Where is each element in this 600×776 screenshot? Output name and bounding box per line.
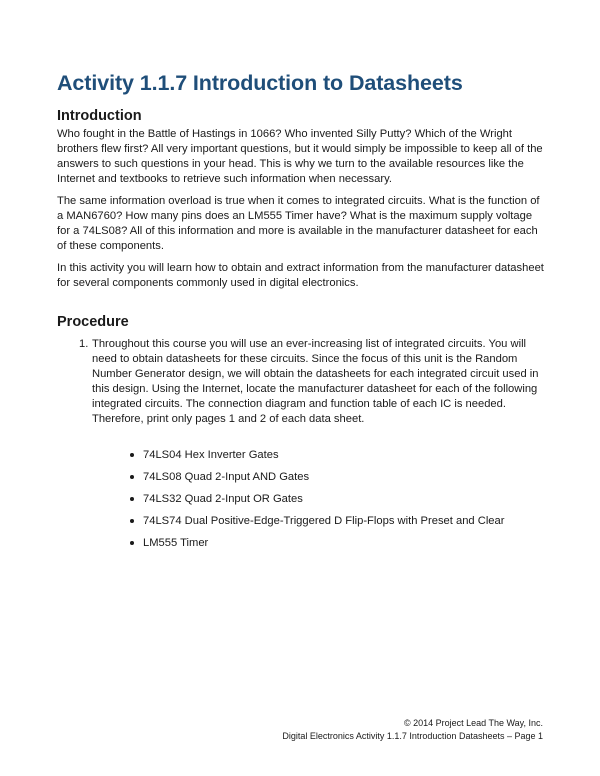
footer-copyright: © 2014 Project Lead The Way, Inc. (403, 718, 543, 728)
step-text: Throughout this course you will use an ever-increasing list of integrated circuits. You will need to obtain datasheets for these circuits. Since the focus of this unit is the Random Number Generator design, we will obtain the datasheets for each integrated circuit used in this design. Using the Internet, locate the manufacturer datasheet for each of the following integrated circuits. The connection diagram and function table of each IC is needed. Therefore, print only pages 1 and 2 of each data sheet. (92, 338, 539, 425)
bullet-icon (130, 541, 134, 545)
procedure-heading: Procedure (57, 314, 129, 330)
introduction-heading: Introduction (57, 108, 142, 124)
intro-paragraph-3: In this activity you will learn how to obtain and extract information from the manufacturer datasheet for several components commonly used in digital electronics. (57, 262, 544, 289)
intro-paragraph-2: The same information overload is true when it comes to integrated circuits. What is the function of a MAN6760? How many pins does an LM555 Timer have? What is the maximum supply voltage for a 74LS08? All of this information and more is available in the manufacturer datasheet for each of these components. (57, 195, 540, 252)
footer-page-info: Digital Electronics Activity 1.1.7 Introduction Datasheets – Page 1 (282, 731, 543, 741)
list-item-text: 74LS74 Dual Positive-Edge-Triggered D Flip-Flops with Preset and Clear (143, 515, 505, 527)
list-item-text: 74LS04 Hex Inverter Gates (143, 449, 279, 461)
list-item (130, 492, 504, 514)
list-item-text: 74LS32 Quad 2-Input OR Gates (143, 493, 303, 505)
intro-paragraph-1: Who fought in the Battle of Hastings in 1066? Who invented Silly Putty? Which of the Wright brothers flew first? All very important questions, but it would simply be impossible to keep all of the answers to such questions in your head. This is why we turn to the available resources like the Internet and textbooks to retrieve such information when necessary. (57, 128, 543, 185)
list-item (130, 536, 504, 558)
bullet-icon (130, 519, 134, 523)
bullet-icon (130, 497, 134, 501)
step-number: 1. (79, 338, 89, 350)
page-title: Activity 1.1.7 Introduction to Datasheets (57, 71, 463, 95)
list-item (130, 448, 504, 470)
list-item (130, 514, 504, 536)
list-item (130, 470, 504, 492)
bullet-icon (130, 453, 134, 457)
list-item-text: 74LS08 Quad 2-Input AND Gates (143, 471, 310, 483)
ic-list (130, 448, 504, 558)
list-item-text: LM555 Timer (143, 537, 209, 549)
bullet-icon (130, 475, 134, 479)
